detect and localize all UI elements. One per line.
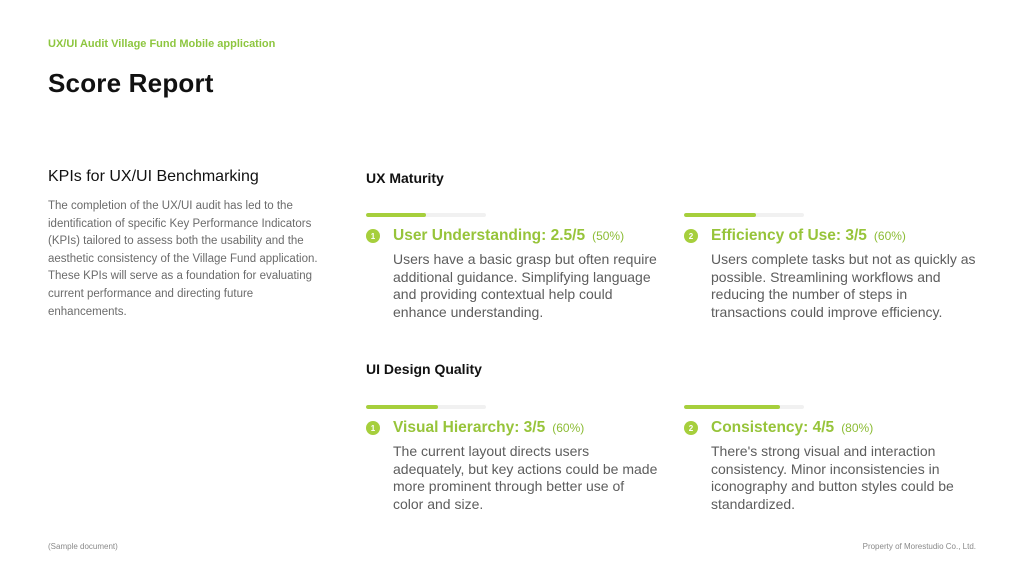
- number-badge: 1: [366, 421, 380, 435]
- intro-heading: KPIs for UX/UI Benchmarking: [48, 168, 259, 185]
- progress-fill: [366, 405, 438, 409]
- kpi-description: There's strong visual and interaction consistency. Minor inconsistencies in iconography and button styles could be standardized.: [711, 443, 954, 512]
- eyebrow-title: UX/UI Audit Village Fund Mobile application: [48, 38, 276, 50]
- progress-bar: [366, 213, 486, 217]
- section-title-ui-design-quality: UI Design Quality: [366, 361, 482, 377]
- kpi-percent: (60%): [552, 421, 585, 435]
- progress-bar: [684, 405, 804, 409]
- kpi-title: User Understanding: 2.5/5: [393, 227, 586, 244]
- kpi-title: Visual Hierarchy: 3/5: [393, 419, 546, 436]
- kpi-description: Users complete tasks but not as quickly as possible. Streamlining workflows and reducing the number of steps in transactions could improve efficiency.: [711, 251, 976, 320]
- footer-copyright: Property of Morestudio Co., Ltd.: [862, 542, 976, 551]
- kpi-percent: (60%): [873, 229, 906, 243]
- kpi-description: The current layout directs users adequately, but key actions could be made more prominent through better use of color and size.: [393, 443, 658, 512]
- kpi-user-understanding: [366, 213, 656, 321]
- progress-fill: [366, 213, 426, 217]
- kpi-percent: (80%): [841, 421, 874, 435]
- progress-bar: [684, 213, 804, 217]
- page-title: Score Report: [48, 68, 214, 98]
- intro-panel: [48, 168, 328, 321]
- number-badge: 1: [366, 229, 380, 243]
- footer-sample-note: (Sample document): [48, 542, 118, 551]
- intro-body: The completion of the UX/UI audit has led to the identification of specific Key Performance Indicators (KPIs) tailored to assess both the usability and the aesthetic consistency of the Village Fund application. These KPIs will serve as a foundation for evaluating current performance and directing future enhancements.: [48, 200, 318, 318]
- progress-fill: [684, 213, 756, 217]
- kpi-description: Users have a basic grasp but often require additional guidance. Simplifying language and providing contextual help could enhance understanding.: [393, 251, 657, 320]
- number-badge: 2: [684, 229, 698, 243]
- kpi-consistency: [684, 405, 974, 513]
- kpi-efficiency-of-use: [684, 213, 974, 321]
- kpi-title: Efficiency of Use: 3/5: [711, 227, 867, 244]
- kpi-title: Consistency: 4/5: [711, 419, 835, 436]
- progress-fill: [684, 405, 780, 409]
- progress-bar: [366, 405, 486, 409]
- kpi-percent: (50%): [592, 229, 625, 243]
- number-badge: 2: [684, 421, 698, 435]
- kpi-visual-hierarchy: [366, 405, 656, 513]
- section-title-ux-maturity: UX Maturity: [366, 170, 444, 186]
